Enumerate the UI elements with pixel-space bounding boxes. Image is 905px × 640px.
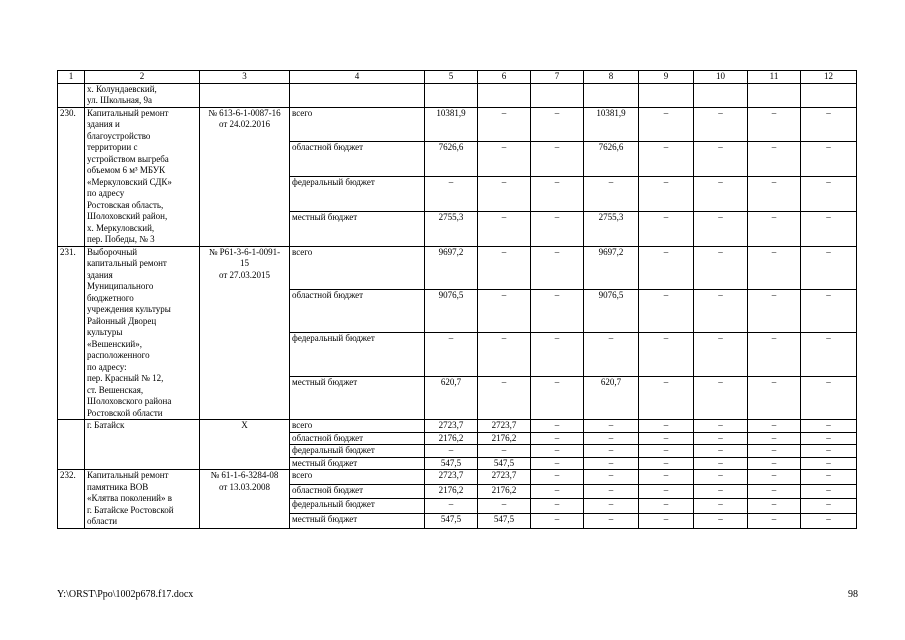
value-cell-c9: – <box>639 289 694 332</box>
value-cell-c12: – <box>801 432 857 445</box>
value-cell-c9: – <box>639 211 694 246</box>
value-cell-c8: – <box>584 513 639 528</box>
value-cell-c10: – <box>694 142 748 177</box>
value-cell-c11: – <box>748 142 801 177</box>
funding-source-label: всего <box>290 470 425 485</box>
funding-source-label: местный бюджет <box>290 513 425 528</box>
funding-source-label: федеральный бюджет <box>290 333 425 376</box>
object-name-cell: Капитальный ремонт здания и благоустройство территории с устройством выгреба объемом 6 м³ МБУК «Меркуловский СДК» по адресу Ростовская область, Шолоховский район, х. Меркуловский, пер. Победы, № 3 <box>85 107 200 246</box>
value-cell-c8: – <box>584 445 639 458</box>
value-cell-c5: – <box>425 445 478 458</box>
value-cell-c9: – <box>639 484 694 499</box>
value-cell-c12: – <box>801 333 857 376</box>
value-cell-c12: – <box>801 289 857 332</box>
value-cell-c6: – <box>478 211 531 246</box>
value-cell-c6: 2176,2 <box>478 432 531 445</box>
value-cell-c10: – <box>694 420 748 433</box>
col-num-9: 9 <box>639 71 694 84</box>
value-cell-c10: – <box>694 246 748 289</box>
value-cell-c5: 10381,9 <box>425 107 478 142</box>
value-cell-c5: – <box>425 333 478 376</box>
value-cell-c5: 2723,7 <box>425 470 478 485</box>
value-cell-c11: – <box>748 177 801 212</box>
column-number-row <box>58 71 857 84</box>
table-row <box>58 420 857 433</box>
col-num-5: 5 <box>425 71 478 84</box>
value-cell-c5: 2176,2 <box>425 432 478 445</box>
col-num-12: 12 <box>801 71 857 84</box>
value-cell-c5: – <box>425 499 478 514</box>
value-cell-c8: – <box>584 499 639 514</box>
value-cell-c6: – <box>478 333 531 376</box>
value-cell-c6: – <box>478 289 531 332</box>
col-num-7: 7 <box>531 71 584 84</box>
value-cell-c11: – <box>748 376 801 419</box>
document-ref-cell: № Р61-3-6-1-0091- 15 от 27.03.2015 <box>200 246 290 420</box>
col-num-2: 2 <box>85 71 200 84</box>
value-cell-c8: – <box>584 432 639 445</box>
value-cell-c6: 2176,2 <box>478 484 531 499</box>
value-cell-c9: – <box>639 432 694 445</box>
value-cell-c8: 620,7 <box>584 376 639 419</box>
value-cell-c8: – <box>584 457 639 470</box>
funding-source-label: всего <box>290 246 425 289</box>
value-cell-c7: – <box>531 177 584 212</box>
value-cell-c6: – <box>478 376 531 419</box>
object-name-cell: Капитальный ремонт памятника ВОВ «Клятва поколений» в г. Батайске Ростовской области <box>85 470 200 529</box>
value-cell-c11: – <box>748 445 801 458</box>
funding-source-label: местный бюджет <box>290 376 425 419</box>
col-num-11: 11 <box>748 71 801 84</box>
value-cell-c7: – <box>531 142 584 177</box>
value-cell-c7: – <box>531 470 584 485</box>
row-number-cell <box>58 420 85 470</box>
value-cell-c12: – <box>801 484 857 499</box>
value-cell-c8: 2755,3 <box>584 211 639 246</box>
value-cell-c5: 2755,3 <box>425 211 478 246</box>
value-cell-c11: – <box>748 420 801 433</box>
value-cell-c6: – <box>478 445 531 458</box>
row-number-cell: 231. <box>58 246 85 420</box>
value-cell-c10: – <box>694 289 748 332</box>
col-num-1: 1 <box>58 71 85 84</box>
value-cell-c7: – <box>531 484 584 499</box>
funding-source-label: местный бюджет <box>290 211 425 246</box>
value-cell-c5: 620,7 <box>425 376 478 419</box>
object-name-cell: г. Батайск <box>85 420 200 470</box>
value-cell-c7: – <box>531 333 584 376</box>
funding-source-label: областной бюджет <box>290 484 425 499</box>
value-cell-c11: – <box>748 513 801 528</box>
funding-source-label: областной бюджет <box>290 142 425 177</box>
value-cell-c11: – <box>748 432 801 445</box>
value-cell-c8: 7626,6 <box>584 142 639 177</box>
value-cell-c8: 9697,2 <box>584 246 639 289</box>
funding-source-label: местный бюджет <box>290 457 425 470</box>
value-cell-c6: 2723,7 <box>478 470 531 485</box>
value-cell-c9: – <box>639 445 694 458</box>
table-row <box>58 470 857 485</box>
value-cell-c10: – <box>694 457 748 470</box>
value-cell-c5: – <box>425 177 478 212</box>
document-ref-cell: № 61-1-6-3284-08 от 13.03.2008 <box>200 470 290 529</box>
col-num-6: 6 <box>478 71 531 84</box>
value-cell-c11: – <box>748 246 801 289</box>
value-cell-c11: – <box>748 484 801 499</box>
value-cell-c9: – <box>639 376 694 419</box>
value-cell-c10: – <box>694 470 748 485</box>
table-row <box>58 246 857 289</box>
value-cell-c6: – <box>478 107 531 142</box>
value-cell-c12: – <box>801 177 857 212</box>
table-row-continuation <box>58 83 857 107</box>
value-cell-c8: – <box>584 470 639 485</box>
funding-source-label: федеральный бюджет <box>290 499 425 514</box>
value-cell-c11: – <box>748 457 801 470</box>
value-cell-c9: – <box>639 420 694 433</box>
value-cell-c10: – <box>694 211 748 246</box>
funding-source-label: федеральный бюджет <box>290 445 425 458</box>
funding-source-label: областной бюджет <box>290 289 425 332</box>
value-cell-c6: – <box>478 246 531 289</box>
value-cell-c5: 547,5 <box>425 457 478 470</box>
value-cell-c12: – <box>801 107 857 142</box>
value-cell-c6: – <box>478 499 531 514</box>
value-cell-c7: – <box>531 376 584 419</box>
value-cell-c10: – <box>694 177 748 212</box>
value-cell-c9: – <box>639 177 694 212</box>
value-cell-c12: – <box>801 211 857 246</box>
value-cell-c9: – <box>639 499 694 514</box>
value-cell-c10: – <box>694 333 748 376</box>
value-cell-c12: – <box>801 376 857 419</box>
value-cell-c9: – <box>639 457 694 470</box>
col-num-4: 4 <box>290 71 425 84</box>
document-ref-cell: № 613-6-1-0087-16 от 24.02.2016 <box>200 107 290 246</box>
value-cell-c9: – <box>639 246 694 289</box>
row-number-cell: 230. <box>58 107 85 246</box>
value-cell-c5: 7626,6 <box>425 142 478 177</box>
value-cell-c6: – <box>478 177 531 212</box>
file-path-footer: Y:\ORST\Ppo\1002p678.f17.docx <box>57 589 194 600</box>
value-cell-c9: – <box>639 470 694 485</box>
value-cell-c7: – <box>531 445 584 458</box>
value-cell-c7: – <box>531 246 584 289</box>
value-cell-c10: – <box>694 376 748 419</box>
value-cell-c5: 9697,2 <box>425 246 478 289</box>
value-cell-c12: – <box>801 470 857 485</box>
value-cell-c8: – <box>584 420 639 433</box>
value-cell-c5: 547,5 <box>425 513 478 528</box>
value-cell-c10: – <box>694 432 748 445</box>
value-cell-c7: – <box>531 457 584 470</box>
value-cell-c6: 547,5 <box>478 513 531 528</box>
value-cell-c10: – <box>694 484 748 499</box>
value-cell-c7: – <box>531 107 584 142</box>
value-cell-c7: – <box>531 289 584 332</box>
value-cell-c11: – <box>748 470 801 485</box>
value-cell-c10: – <box>694 513 748 528</box>
value-cell-c6: 547,5 <box>478 457 531 470</box>
value-cell-c5: 2176,2 <box>425 484 478 499</box>
object-name-cell: х. Колундаевский, ул. Школьная, 9а <box>85 83 200 107</box>
value-cell-c11: – <box>748 333 801 376</box>
value-cell-c10: – <box>694 107 748 142</box>
value-cell-c6: 2723,7 <box>478 420 531 433</box>
value-cell-c8: – <box>584 177 639 212</box>
col-num-8: 8 <box>584 71 639 84</box>
value-cell-c8: – <box>584 333 639 376</box>
value-cell-c11: – <box>748 289 801 332</box>
value-cell-c12: – <box>801 513 857 528</box>
value-cell-c7: – <box>531 432 584 445</box>
funding-source-label: всего <box>290 107 425 142</box>
value-cell-c7: – <box>531 420 584 433</box>
page-number: 98 <box>848 589 858 600</box>
document-ref-cell: Х <box>200 420 290 470</box>
value-cell-c7: – <box>531 499 584 514</box>
col-num-10: 10 <box>694 71 748 84</box>
value-cell-c8: – <box>584 484 639 499</box>
value-cell-c10: – <box>694 445 748 458</box>
value-cell-c8: 10381,9 <box>584 107 639 142</box>
funding-source-label: всего <box>290 420 425 433</box>
object-name-cell: Выборочный капитальный ремонт здания Муниципального бюджетного учреждения культуры Районный Дворец культуры «Вешенский», расположенного по адресу: пер. Красный № 12, ст. Вешенская, Шолоховского района Ростовской области <box>85 246 200 420</box>
value-cell-c5: 9076,5 <box>425 289 478 332</box>
row-number-cell: 232. <box>58 470 85 529</box>
value-cell-c10: – <box>694 499 748 514</box>
value-cell-c7: – <box>531 211 584 246</box>
value-cell-c11: – <box>748 211 801 246</box>
row-number-cell <box>58 83 85 107</box>
funding-source-label: областной бюджет <box>290 432 425 445</box>
value-cell-c12: – <box>801 142 857 177</box>
funding-source-label: федеральный бюджет <box>290 177 425 212</box>
value-cell-c12: – <box>801 457 857 470</box>
value-cell-c9: – <box>639 107 694 142</box>
table-row <box>58 107 857 142</box>
value-cell-c12: – <box>801 445 857 458</box>
value-cell-c9: – <box>639 513 694 528</box>
value-cell-c12: – <box>801 246 857 289</box>
value-cell-c12: – <box>801 420 857 433</box>
value-cell-c5: 2723,7 <box>425 420 478 433</box>
document-table <box>57 70 857 529</box>
value-cell-c7: – <box>531 513 584 528</box>
value-cell-c12: – <box>801 499 857 514</box>
value-cell-c11: – <box>748 499 801 514</box>
value-cell-c11: – <box>748 107 801 142</box>
value-cell-c9: – <box>639 142 694 177</box>
value-cell-c6: – <box>478 142 531 177</box>
value-cell-c8: 9076,5 <box>584 289 639 332</box>
col-num-3: 3 <box>200 71 290 84</box>
value-cell-c9: – <box>639 333 694 376</box>
